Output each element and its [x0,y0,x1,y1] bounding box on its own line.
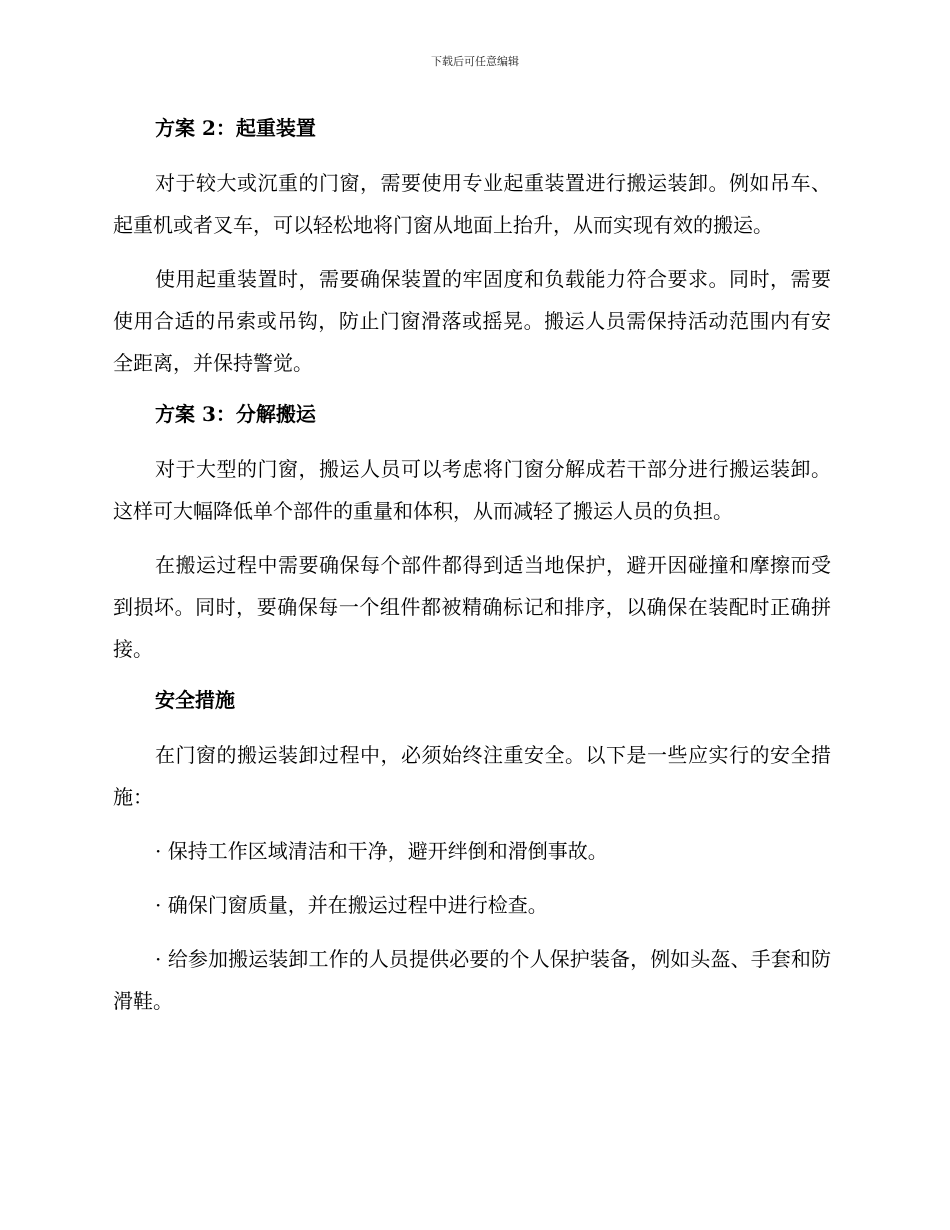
paragraph: 对于大型的门窗，搬运人员可以考虑将门窗分解成若干部分进行搬运装卸。这样可大幅降低单个部件的重量和体积，从而减轻了搬运人员的负担。 [113,457,831,523]
section-heading-plan-2: 方案 2：起重装置 [155,116,316,140]
paragraph: 对于较大或沉重的门窗，需要使用专业起重装置进行搬运装卸。例如吊车、起重机或者叉车，可以轻松地将门窗从地面上抬升，从而实现有效的搬运。 [113,171,831,237]
document-body [113,110,831,1034]
paragraph: 在门窗的搬运装卸过程中，必须始终注重安全。以下是一些应实行的安全措施： [113,743,831,809]
section-heading-plan-3: 方案 3：分解搬运 [155,402,316,426]
paragraph: 使用起重装置时，需要确保装置的牢固度和负载能力符合要求。同时，需要使用合适的吊索或吊钩，防止门窗滑落或摇晃。搬运人员需保持活动范围内有安全距离，并保持警觉。 [113,267,831,375]
list-item: · 保持工作区域清洁和干净，避开绊倒和滑倒事故。 [155,839,608,863]
list-item: · 确保门窗质量，并在搬运过程中进行检查。 [155,893,548,917]
list-item: · 给参加搬运装卸工作的人员提供必要的个人保护装备，例如头盔、手套和防滑鞋。 [113,947,831,1013]
page-header: 下载后可任意编辑 [431,55,519,68]
section-heading-safety: 安全措施 [155,688,235,712]
paragraph: 在搬运过程中需要确保每个部件都得到适当地保护，避开因碰撞和摩擦而受到损坏。同时，要确保每一个组件都被精确标记和排序，以确保在装配时正确拼接。 [113,553,831,661]
